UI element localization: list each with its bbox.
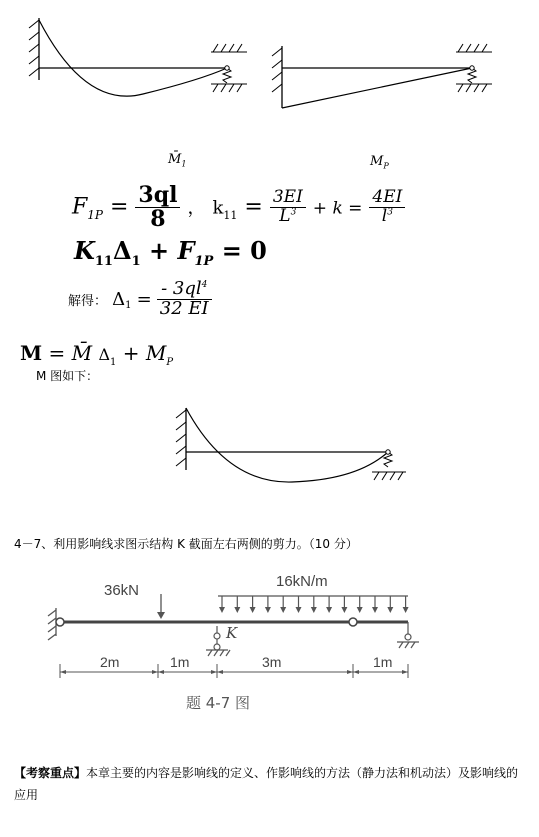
mp-symbol-2: M <box>145 341 167 365</box>
key-points-paragraph <box>14 762 526 806</box>
point-load-arrow <box>157 594 165 619</box>
k-sub: 11 <box>223 208 238 222</box>
mp-symbol: M <box>370 154 384 169</box>
dist-load-arrow-head <box>280 607 286 613</box>
eq-sign-2: = <box>244 194 263 220</box>
equation-k11-delta <box>74 236 267 269</box>
plus-sign-2: + <box>122 341 140 365</box>
dist-load-arrow-head <box>387 607 393 613</box>
frac-num-4-sup: 4 <box>201 280 208 290</box>
frac-den-4: 32 EI <box>159 297 209 319</box>
equation-f1p-k11 <box>72 184 405 231</box>
frac-den-3-base: l <box>381 206 388 227</box>
mbar-symbol: M̄ <box>71 341 93 365</box>
plus-sign: + <box>148 236 170 265</box>
delta-symbol: Δ <box>112 236 132 265</box>
m-diagram <box>172 404 407 494</box>
frac-num-4-base: - 3ql <box>161 278 202 299</box>
solve-label: 解得： <box>68 293 108 309</box>
dim-label-2: 1m <box>170 654 190 670</box>
f-sub: 1P <box>87 207 103 222</box>
mp-sub-2: P <box>166 357 174 368</box>
dim-label-1: 2m <box>100 654 120 670</box>
m1-bar-label <box>168 152 186 169</box>
frac-den-2 <box>270 208 306 226</box>
section-k-label: K <box>226 624 238 642</box>
k-symbol: k <box>212 197 224 219</box>
problem-4-7-text: 4－7、利用影响线求图示结构 K 截面左右两侧的剪力。（10 分） <box>14 537 358 551</box>
mp-diagram <box>270 14 500 114</box>
frac-den-2-base: L <box>279 206 291 227</box>
dim-label-4: 1m <box>373 654 393 670</box>
dist-load-arrow-head <box>326 607 332 613</box>
dist-load-arrow-head <box>311 607 317 613</box>
m1-bar-diagram <box>25 14 255 104</box>
dist-load-arrow-head <box>357 607 363 613</box>
delta1-symbol: Δ <box>112 288 126 310</box>
frac-num-4 <box>157 280 212 300</box>
comma: ， <box>187 197 206 219</box>
eq-sign: = <box>109 194 129 220</box>
dim-label-3: 3m <box>262 654 282 670</box>
frac-num-3: 4EI <box>369 189 405 208</box>
key-points-label: 【考察重点】 <box>14 766 87 780</box>
dist-load-arrow-head <box>296 607 302 613</box>
k11-sub: 11 <box>94 253 113 269</box>
f1p-sub: 1P <box>194 253 214 269</box>
dist-load-arrow-head <box>250 607 256 613</box>
key-points-text: 本章主要的内容是影响线的定义、作影响线的方法（静力法和机动法）及影响线的应用 <box>14 766 519 802</box>
delta-symbol-2: Δ <box>98 345 111 364</box>
mp-label <box>370 154 389 171</box>
eq-sign-3: = <box>136 288 152 310</box>
f-symbol: F <box>72 194 88 220</box>
frac-den-3-sup: 3 <box>387 207 393 218</box>
k11-symbol: K <box>74 236 95 265</box>
m-diagram-label: M 图如下： <box>36 369 99 383</box>
dist-load-arrow-head <box>219 607 225 613</box>
frac-num: 3ql <box>135 184 180 208</box>
frac-den-2-sup: 3 <box>290 207 297 218</box>
point-load-label: 36kN <box>104 582 140 599</box>
eq-sign-4: = <box>48 341 66 365</box>
frac-den: 8 <box>150 206 166 233</box>
dist-load-arrow-head <box>341 607 347 613</box>
dist-load-arrow-head <box>265 607 271 613</box>
dist-load-arrow-head <box>234 607 240 613</box>
fraction-3ei-l3 <box>270 189 306 226</box>
m1-sub: 1 <box>181 159 187 169</box>
right-support <box>397 622 419 648</box>
delta-sub: 1 <box>131 253 141 269</box>
plus-k: + k = <box>312 198 363 219</box>
dist-load-arrow-head <box>403 607 409 613</box>
fraction-3ql4-32ei <box>157 280 212 319</box>
frac-den-3 <box>369 208 405 226</box>
delta-sub-2: 1 <box>110 357 117 368</box>
equation-m-superposition <box>20 341 173 368</box>
delta1-sub: 1 <box>125 300 132 312</box>
mp-sub: P <box>383 161 389 171</box>
figure-caption: 题 4-7 图 <box>186 694 251 712</box>
solution-line <box>68 280 212 319</box>
frac-num-2: 3EI <box>270 189 306 208</box>
m1-bar-symbol: M̄ <box>168 152 182 167</box>
fraction-4ei-l3 <box>369 189 405 226</box>
distributed-load-label: 16kN/m <box>276 573 328 590</box>
f1p-symbol: F <box>177 236 195 265</box>
dist-load-arrow-head <box>372 607 378 613</box>
m-symbol: M <box>20 341 43 365</box>
fraction-3ql-8 <box>135 184 180 231</box>
equals-zero: = 0 <box>221 236 267 265</box>
